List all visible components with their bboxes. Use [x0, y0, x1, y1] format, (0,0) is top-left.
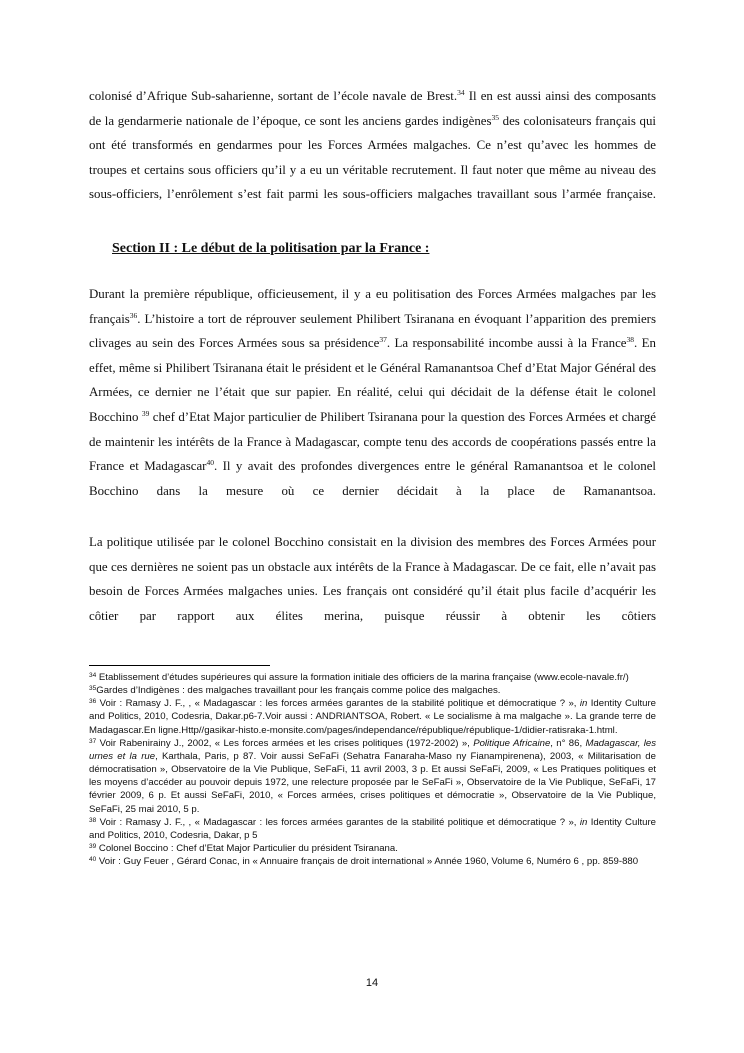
footnote-ref-36: 36 [129, 310, 138, 320]
footnotes [89, 671, 656, 868]
paragraph-1: colonisé d’Afrique Sub-saharienne, sortant de l’école navale de Brest.$^{34}$ Il en est aussi ainsi des composants de la gendarmerie nationale de l’époque, ce sont les anciens gardes indigènes$^{35}$ des colonisateurs français qui ont été transformés en gendarmes pour les Forces Armées malgaches. Ce n’est qu’avec les hommes de troupes et certains sous officiers qu’il y a eu un véritable recrutement. Il faut noter que même au niveau des sous-officiers, l’enrôlement s’est fait parmi les sous-officiers malgaches travaillant sous l’armée française. [89, 88, 656, 202]
footnote-ref-35: 35 [491, 112, 499, 122]
page-number: 14 [365, 977, 379, 989]
footnote-ref-40: 40 [206, 458, 214, 468]
paragraph-3: La politique utilisée par le colonel Bocchino consistait en la division des membres des Forces Armées pour que ces dernières ne soient pas un obstacle aux intérêts de la France à Madagascar. De ce fait, elle n’avait pas besoin de Forces Armées malgaches unies. Les français ont considéré qu’il était plus facile d’acquérir les côtier par rapport aux élites merina, puisque réussir à obtenir les côtiers [89, 535, 656, 623]
paragraph-2: Durant la première république, officieusement, il y a eu politisation des Forces Armées malgaches par les français$^{36}$. L’histoire a tort de réprouver seulement Philibert Tsiranana en évoquant l’apparition des premiers clivages au sein des Forces Armées sous sa présidence$^{37}$. La responsabilité incombe aussi à la France$^{38}$. En effet, même si Philibert Tsiranana était le président et le Général Ramanantsoa Chef d’Etat Major Général des Armées, ce dernier ne l’était que sur papier. En réalité, celui qui décidait de la défense était le colonel Bocchino $^{39}$ chef d’Etat Major particulier de Philibert Tsiranana pour la question des Forces Armées et chargé de maintenir les intérêts de la France à Madagascar, compte tenu des accords de coopérations passés entre la France et Madagascar$^{40}$. Il y avait des profondes divergences entre le général Ramanantsoa et le colonel Bocchino dans la mesure où ce dernier décidait à la place de Ramanantsoa. [89, 287, 656, 498]
footnote-34: $^{34}$ Etablissement d’études supérieures qui assure la formation initiale des officiers de la marina française (www.ecole-navale.fr/) [89, 672, 629, 683]
footnote-39: $^{39}$ Colonel Boccino : Chef d’Etat Major Particulier du président Tsiranana. [89, 843, 398, 855]
footnote-37: $^{37}$ Voir Rabenirainy J., 2002, « Les forces armées et les crises politiques (1972-2002) », Politique Africaine, n° 86, Madagascar, les urnes et la rue, Karthala, Paris, p 87. Voir aussi SeFaFi (Sehatra Fanaraha-Maso ny Fianampirenena), 2003, « Militarisation de démocratisation », Observatoire de la Vie Publique, SeFaFi, 11 avril 2003, 3 p. Et aussi SeFaFi, 2009, « Les Pratiques politiques et les moyens d’accéder au pouvoir depuis 1972, une relecture proposée par le SeFaFi », Observatoire de la Vie Publique, SeFaFi, 17 février 2009, 6 p. Et aussi SeFaFi, 2010, « Forces armées, crises politiques et démocratie », Observatoire de la Vie Publique, SeFaFi, 25 mai 2010, 5 p. [89, 737, 657, 815]
footnote-36: $^{36}$ Voir : Ramasy J. F., , « Madagascar : les forces armées garantes de la stabilité politique et démocratique ? », in Identity Culture and Politics, 2010, Codesria, Dakar.p6-7.Voir aussi : ANDRIANTSOA, Robert. « Le socialisme à ma malgache ». La grande terre de Madagascar.En ligne.Http//gasikar-histo.e-monsite.com/pages/independance/république/république-1/didier-ratisraka-1.html. [89, 698, 656, 736]
footnote-40: $^{40}$ Voir : Guy Feuer , Gérard Conac, in « Annuaire français de droit international » Année 1960, Volume 6, Numéro 6 , pp. 859-880 [89, 856, 639, 868]
footnote-ref-37: 37 [379, 335, 387, 345]
footnote-35: $^{35}$Gardes d’Indigènes : des malgaches travaillant pour les français comme police des malgaches. [89, 685, 501, 697]
section-heading: Section II : Le début de la politisation par la France : [112, 241, 430, 256]
footnote-ref-34: 34 [457, 88, 465, 97]
footnote-ref-38: 38 [626, 335, 635, 345]
footnote-separator [89, 665, 270, 666]
footnote-ref-39: 39 [141, 408, 150, 418]
footnote-38: $^{38}$ Voir : Ramasy J. F., , « Madagascar : les forces armées garantes de la stabilité politique et démocratique ? », in Identity Culture and Politics, 2010, Codesria, Dakar, p 5 [89, 816, 656, 841]
